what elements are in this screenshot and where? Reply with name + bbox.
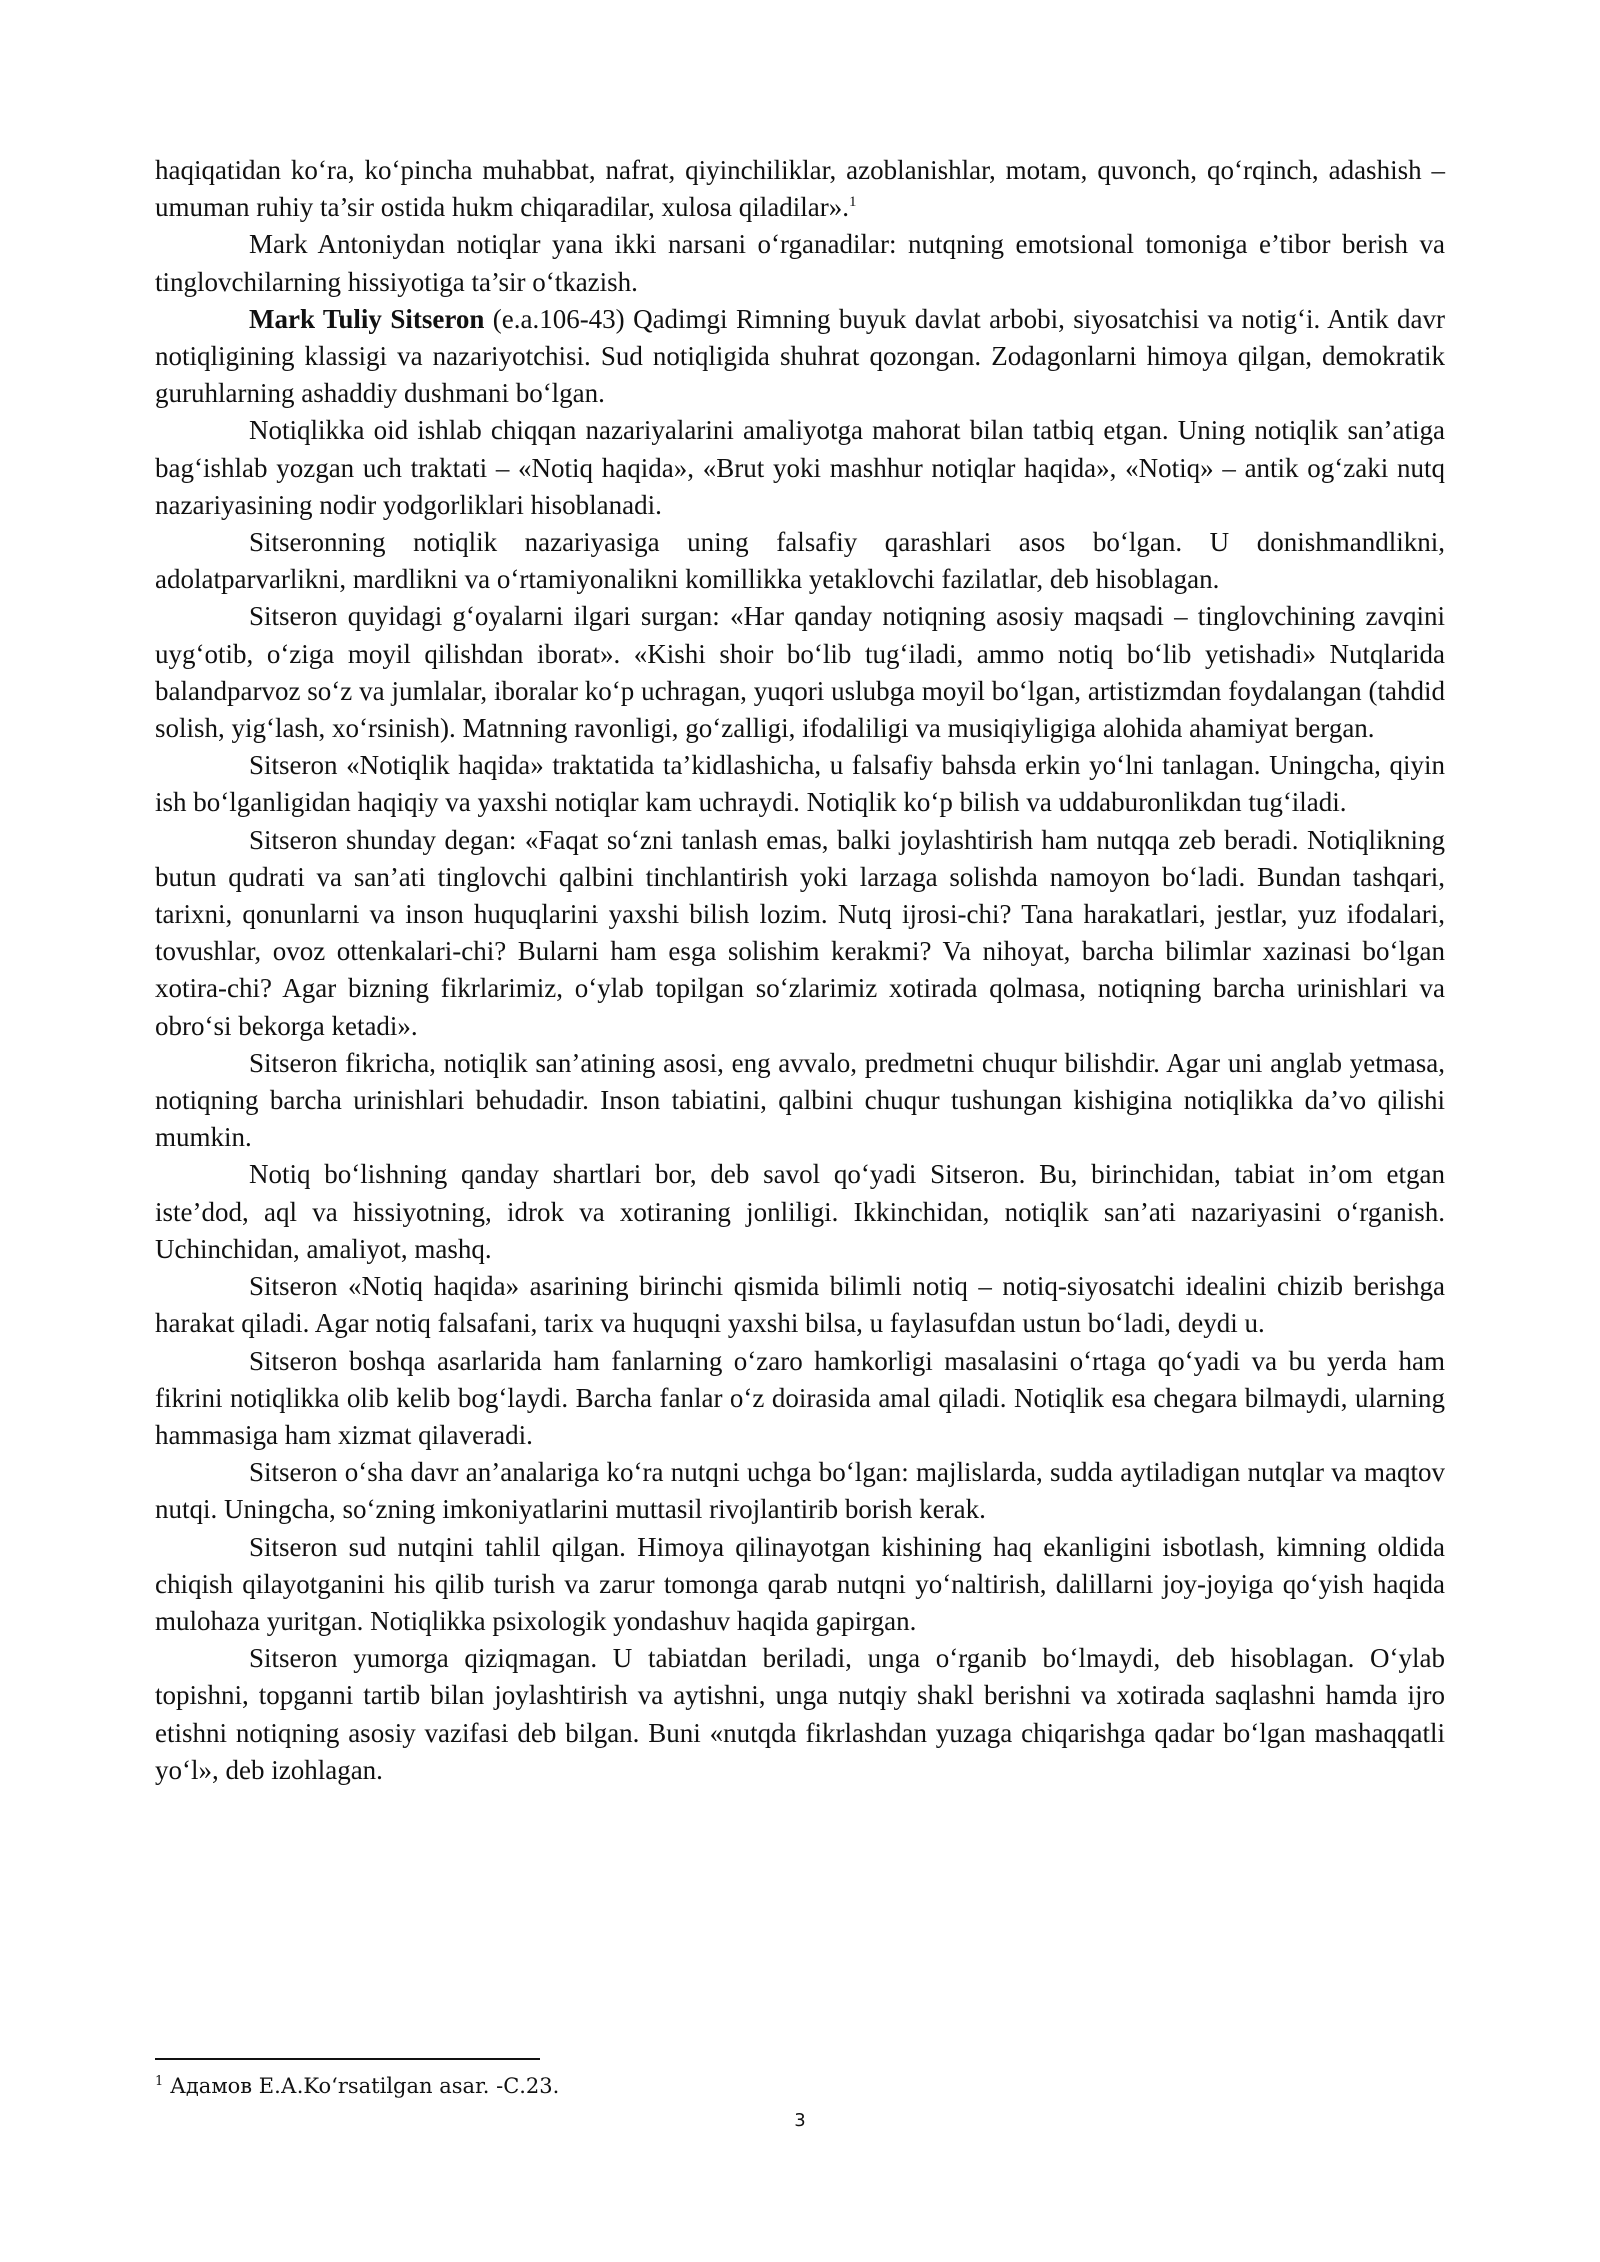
footnote: [155, 2072, 1445, 2100]
paragraph-11: Sitseron «Notiq haqida» asarining birinchi qismida bilimli notiq – notiq-siyosatchi idealini chizib berishga harakat qiladi. Agar notiq falsafani, tarix va huquqni yaxshi bilsa, u faylasufdan ustun bo‘ladi, deydi u.: [155, 1271, 1445, 1339]
paragraph-1-text: haqiqatidan ko‘ra, ko‘pincha muhabbat, nafrat, qiyinchiliklar, azoblanishlar, motam, quvonch, qo‘rqinch, adashish – umuman ruhiy ta’sir ostida hukm chiqaradilar, xulosa qiladilar».: [155, 155, 1445, 223]
paragraph-2: Mark Antoniydan notiqlar yana ikki narsani o‘rganadilar: nutqning emotsional tomoniga e’tibor berish va tinglovchilarning hissiyotiga ta’sir o‘tkazish.: [155, 229, 1445, 297]
paragraph-1: [155, 152, 1445, 226]
paragraph-10: Notiq bo‘lishning qanday shartlari bor, deb savol qo‘yadi Sitseron. Bu, birinchidan, tabiat in’om etgan iste’dod, aql va hissiyotning, idrok va xotiraning jonliligi. Ikkinchidan, notiqlik san’ati nazariyasini o‘rganish. Uchinchidan, amaliyot, mashq.: [155, 1159, 1445, 1264]
footnote-marker: 1: [155, 2074, 164, 2089]
paragraph-9: Sitseron fikricha, notiqlik san’atining asosi, eng avvalo, predmetni chuqur bilishdir. Agar uni anglab yetmasa, notiqning barcha urinishlari behudadir. Inson tabiatini, qalbini chuqur tushungan kishigina notiqlikka da’vo qilishi mumkin.: [155, 1047, 1445, 1153]
paragraph-5: Sitseronning notiqlik nazariyasiga uning falsafiy qarashlari asos bo‘lgan. U donishmandlikni, adolatparvarlikni, mardlikni va o‘rtamiyonalikni komillikka yetaklovchi fazilatlar, deb hisoblagan.: [155, 527, 1445, 595]
paragraph-13: Sitseron o‘sha davr an’analariga ko‘ra nutqni uchga bo‘lgan: majlislarda, sudda aytiladigan nutqlar va maqtov nutqi. Uningcha, so‘zning imkoniyatlarini muttasil rivojlantirib borish kerak.: [155, 1457, 1445, 1525]
paragraph-14: Sitseron sud nutqini tahlil qilgan. Himoya qilinayotgan kishining haq ekanligini isbotlash, kimning oldida chiqish qilayotganini his qilib turish va zarur tomonga qarab nutqni yo‘naltirish, dalillarni joy-joyiga qo‘yish haqida mulohaza yuritgan. Notiqlikka psixologik yondashuv haqida gapirgan.: [155, 1531, 1445, 1636]
paragraph-7: Sitseron «Notiqlik haqida» traktatida ta’kidlashicha, u falsafiy bahsda erkin yo‘lni tanlagan. Uningcha, qiyin ish bo‘lganligidan haqiqiy va yaxshi notiqlar kam uchraydi. Notiqlik ko‘p bilish va uddaburonlikdan tug‘iladi.: [155, 750, 1445, 818]
body-text: [155, 152, 1445, 1789]
paragraph-4: Notiqlikka oid ishlab chiqqan nazariyalarini amaliyotga mahorat bilan tatbiq etgan. Uning notiqlik san’atiga bag‘ishlab yozgan uch traktati – «Notiq haqida», «Brut yoki mashhur notiqlar haqida», «Notiq» – antik og‘zaki nutq nazariyasining nodir yodgorliklari hisoblanadi.: [155, 415, 1445, 520]
paragraph-3-text: (e.a.106-43) Qadimgi Rimning buyuk davlat arbobi, siyosatchisi va notig‘i. Antik davr notiqligining klassigi va nazariyotchisi. Sud notiqligida shuhrat qozongan. Zodagonlarni himoya qilgan, demokratik guruhlarning ashaddiy dushmani bo‘lgan.: [155, 303, 1445, 409]
paragraph-8: Sitseron shunday degan: «Faqat so‘zni tanlash emas, balki joylashtirish ham nutqqa zeb beradi. Notiqlikning butun qudrati va san’ati tinglovchi qalbini tinchlantirish yoki larzaga solishda namoyon bo‘ladi. Bundan tashqari, tarixni, qonunlarni va inson huquqlarini yaxshi bilish lozim. Nutq ijrosi-chi? Tana harakatlari, jestlar, yuz ifodalari, tovushlar, ovoz ottenkalari-chi? Bularni ham esga solishim kerakmi? Va nihoyat, barcha bilimlar xazinasi bo‘lgan xotira-chi? Agar bizning fikrlarimiz, o‘ylab topilgan so‘zlarimiz xotirada qolmasa, notiqning barcha urinishlari va obro‘si bekorga ketadi».: [155, 824, 1445, 1041]
paragraph-3: [155, 301, 1445, 413]
paragraph-12: Sitseron boshqa asarlarida ham fanlarning o‘zaro hamkorligi masalasini o‘rtaga qo‘yadi va bu yerda ham fikrini notiqlikka olib kelib bog‘laydi. Barcha fanlar o‘z doirasida amal qiladi. Notiqlik esa chegara bilmaydi, ularning hammasiga ham xizmat qilaveradi.: [155, 1345, 1445, 1450]
footnote-ref-1: 1: [849, 194, 857, 211]
page-number: 3: [794, 2110, 806, 2131]
footnote-separator: [155, 2058, 540, 2060]
paragraph-6: Sitseron quyidagi g‘oyalarni ilgari surgan: «Har qanday notiqning asosiy maqsadi – tinglovchining zavqini uyg‘otib, o‘ziga moyil qilishdan iborat». «Kishi shoir bo‘lib tug‘iladi, ammo notiq bo‘lib yetishadi» Nutqlarida balandparvoz so‘z va jumlalar, iboralar ko‘p uchragan, yuqori uslubga moyil bo‘lgan, artistizmdan foydalangan (tahdid solish, yig‘lash, xo‘rsinish). Matnning ravonligi, go‘zalligi, ifodaliligi va musiqiyligiga alohida ahamiyat bergan.: [155, 601, 1445, 744]
footnote-text: Адамов Е.А.Ko‘rsatilgan asar. -С.23.: [169, 2074, 560, 2098]
paragraph-15: Sitseron yumorga qiziqmagan. U tabiatdan beriladi, unga o‘rganib bo‘lmaydi, deb hisoblagan. O‘ylab topishni, topganni tartib bilan joylashtirish va aytishni, unga nutqiy shakl berishni va xotirada saqlashni hamda ijro etishni notiqning asosiy vazifasi deb bilgan. Buni «nutqda fikrlashdan yuzaga chiqarishga qadar bo‘lgan mashaqqatli yo‘l», deb izohlagan.: [155, 1643, 1445, 1785]
bold-name: Mark Tuliy Sitseron: [249, 303, 485, 334]
